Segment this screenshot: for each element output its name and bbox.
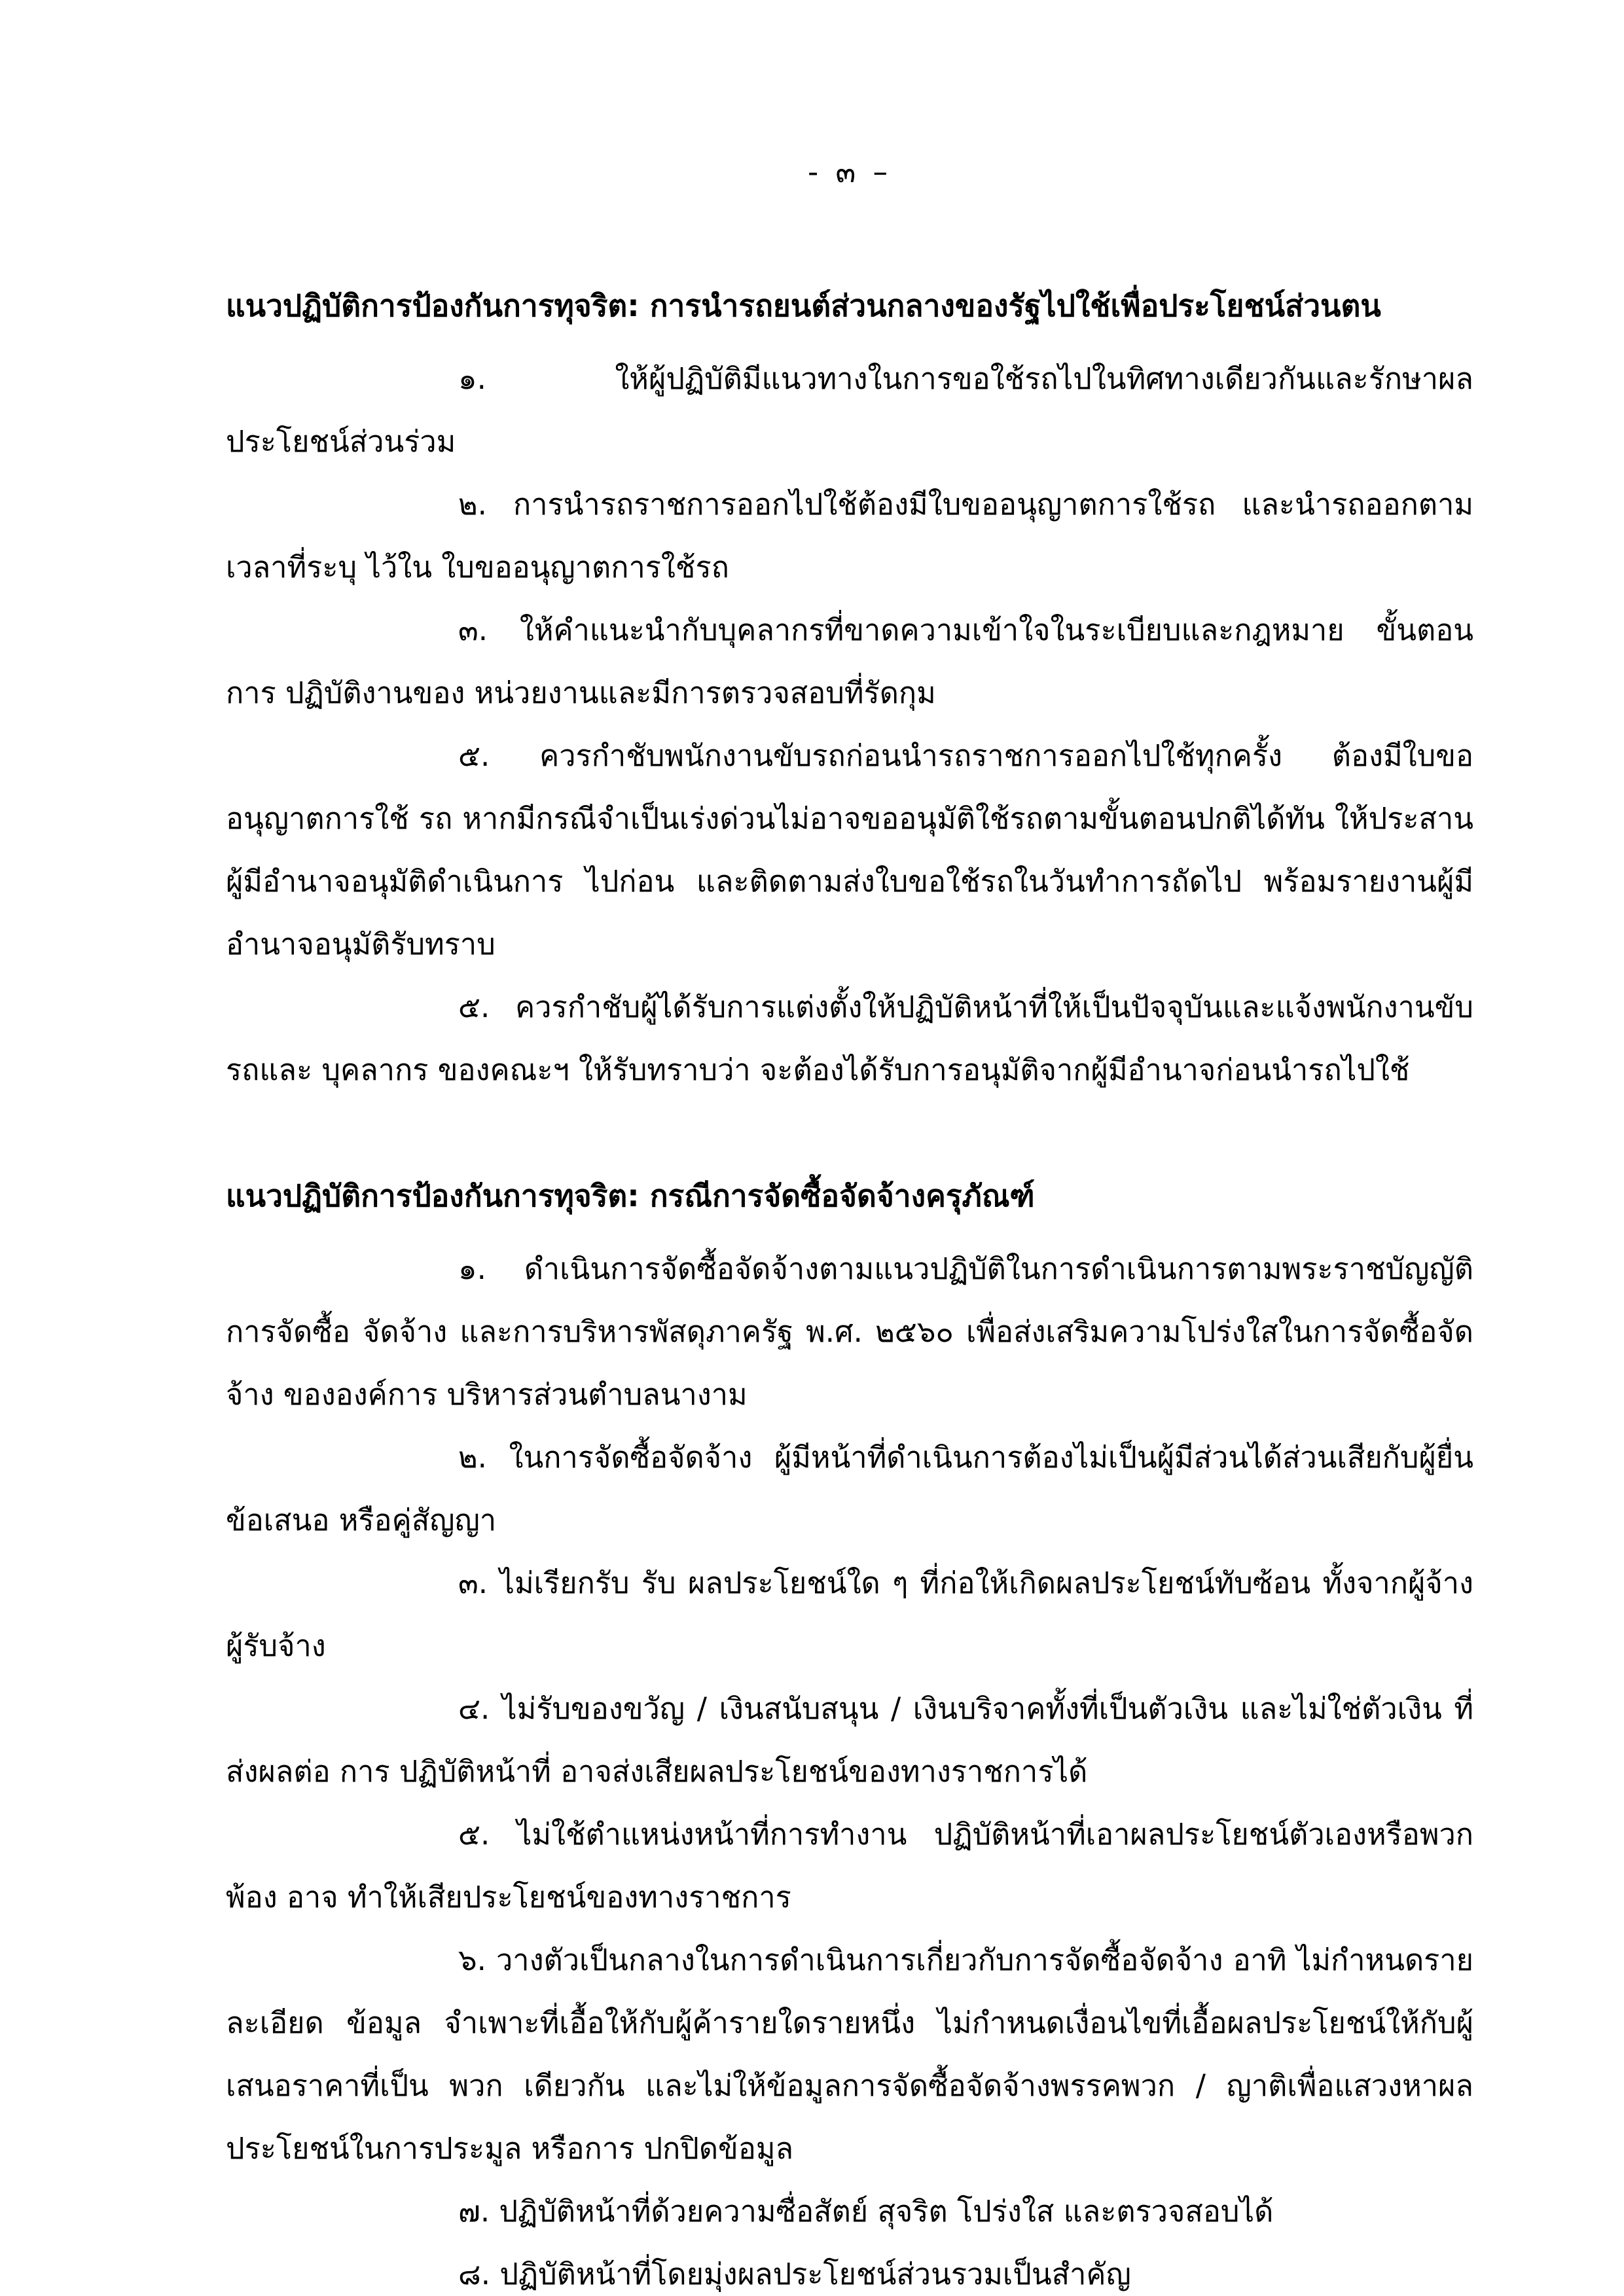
guideline-item: ๑. ดำเนินการจัดซื้อจัดจ้างตามแนวปฏิบัติในการดำเนินการตามพระราชบัญญัติการจัดซื้อ จัดจ้าง และการบริหารพัสดุภาครัฐ พ.ศ. ๒๕๖๐ เพื่อส่งเสริมความโปร่งใสในการจัดซื้อจัดจ้าง ขององค์การ บริหารส่วนตำบลนางาม [226,1251,1473,1412]
guideline-item: ๘. ปฏิบัติหน้าที่โดยมุ่งผลประโยชน์ส่วนรวมเป็นสำคัญ [458,2257,1131,2291]
guideline-item: ๕. ควรกำชับพนักงานขับรถก่อนนำรถราชการออกไปใช้ทุกครั้ง ต้องมีใบขออนุญาตการใช้ รถ หากมีกรณีจำเป็นเร่งด่วนไม่อาจขออนุมัติใช้รถตามขั้นตอนปกติได้ทัน ให้ประสานผู้มีอำนาจอนุมัติดำเนินการ ไปก่อน และติดตามส่งใบขอใช้รถในวันทำการถัดไป พร้อมรายงานผู้มีอำนาจอนุมัติรับทราบ [226,738,1473,961]
page-number: - ๓ – [807,154,892,189]
section-heading: แนวปฏิบัติการป้องกันการทุจริต: การนำรถยนต์ส่วนกลางของรัฐไปใช้เพื่อประโยชน์ส่วนตน [226,288,1381,323]
guideline-item: ๖. วางตัวเป็นกลางในการดำเนินการเกี่ยวกับการจัดซื้อจัดจ้าง อาทิ ไม่กำหนดรายละเอียด ข้อมูล จำเพาะที่เอื้อให้กับผู้ค้ารายใดรายหนึ่ง ไม่กำหนดเงื่อนไขที่เอื้อผลประโยชน์ให้กับผู้เสนอราคาที่เป็น พวก เดียวกัน และไม่ให้ข้อมูลการจัดซื้อจัดจ้างพรรคพวก / ญาติเพื่อแสวงหาผลประโยชน์ในการประมูล หรือการ ปกปิดข้อมูล [226,1943,1473,2166]
guideline-item: ๔. ไม่รับของขวัญ / เงินสนับสนุน / เงินบริจาคทั้งที่เป็นตัวเงิน และไม่ใช่ตัวเงิน ที่ส่งผลต่อ การ ปฏิบัติหน้าที่ อาจส่งเสียผลประโยชน์ของทางราชการได้ [226,1691,1473,1789]
guideline-item: ๕. ควรกำชับผู้ได้รับการแต่งตั้งให้ปฏิบัติหน้าที่ให้เป็นปัจจุบันและแจ้งพนักงานขับรถและ บุคลากร ของคณะฯ ให้รับทราบว่า จะต้องได้รับการอนุมัติจากผู้มีอำนาจก่อนนำรถไปใช้ [226,990,1473,1087]
guideline-item: ๓. ไม่เรียกรับ รับ ผลประโยชน์ใด ๆ ที่ก่อให้เกิดผลประโยชน์ทับซ้อน ทั้งจากผู้จ้าง ผู้รับจ้าง [226,1566,1473,1663]
guideline-item: ๕. ไม่ใช้ตำแหน่งหน้าที่การทำงาน ปฏิบัติหน้าที่เอาผลประโยชน์ตัวเองหรือพวกพ้อง อาจ ทำให้เสียประโยชน์ของทางราชการ [226,1817,1473,1914]
section-government-vehicle-use [226,274,1473,1102]
guideline-item: ๗. ปฏิบัติหน้าที่ด้วยความซื่อสัตย์ สุจริต โปร่งใส และตรวจสอบได้ [458,2194,1274,2229]
section-heading: แนวปฏิบัติการป้องกันการทุจริต: กรณีการจัดซื้อจัดจ้างครุภัณฑ์ [226,1178,1035,1213]
guideline-item: ๒. ในการจัดซื้อจัดจ้าง ผู้มีหน้าที่ดำเนินการต้องไม่เป็นผู้มีส่วนได้ส่วนเสียกับผู้ยื่นข้อเสนอ หรือคู่สัญญา [226,1440,1473,1537]
guideline-item: ๒. การนำรถราชการออกไปใช้ต้องมีใบขออนุญาตการใช้รถ และนำรถออกตามเวลาที่ระบุ ไว้ใน ใบขออนุญาตการใช้รถ [226,487,1473,584]
section-procurement [226,1164,1473,2296]
guideline-item: ๓. ให้คำแนะนำกับบุคลากรที่ขาดความเข้าใจในระเบียบและกฎหมาย ขั้นตอนการ ปฏิบัติงานของ หน่วยงานและมีการตรวจสอบที่รัดกุม [226,613,1473,710]
guideline-item: ๑. ให้ผู้ปฏิบัติมีแนวทางในการขอใช้รถไปในทิศทางเดียวกันและรักษาผลประโยชน์ส่วนร่วม [226,361,1473,459]
